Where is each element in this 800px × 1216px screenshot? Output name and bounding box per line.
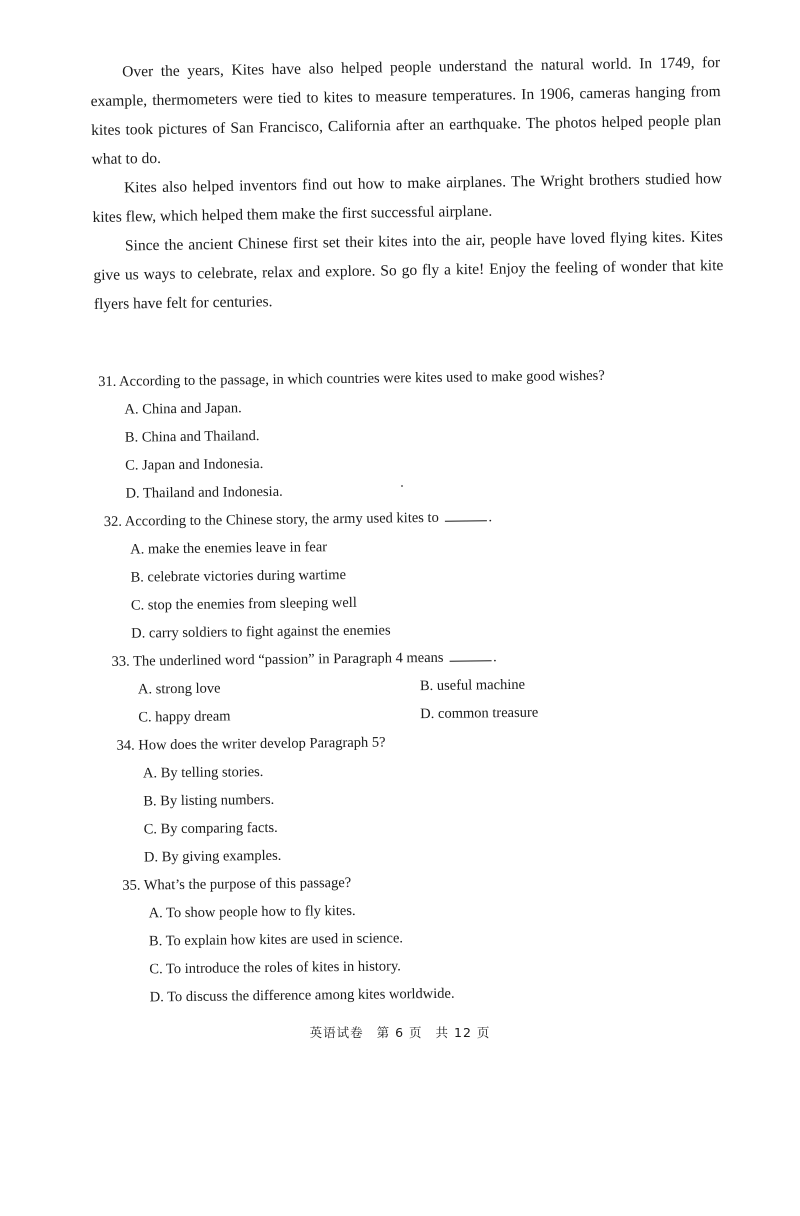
footer-page-number: 第 6 页 xyxy=(376,1025,423,1040)
option-a: A. China and Japan. xyxy=(124,400,242,418)
question-stem-text: 33. The underlined word “passion” in Paragraph 4 means xyxy=(111,649,444,670)
option-b: B. China and Thailand. xyxy=(124,428,260,446)
question-stem-end: . xyxy=(493,649,497,666)
answer-blank xyxy=(449,646,491,662)
page-footer xyxy=(0,1023,800,1041)
question-stem-end: . xyxy=(488,509,493,526)
option-d: D. By giving examples. xyxy=(143,847,282,866)
question-34 xyxy=(102,724,744,872)
option-d: D. carry soldiers to fight against the enemies xyxy=(131,622,391,642)
option-a: A. By telling stories. xyxy=(142,764,264,782)
option-c: C. To introduce the roles of kites in history. xyxy=(149,958,401,978)
footer-total-pages: 共 12 页 xyxy=(435,1025,491,1040)
question-31 xyxy=(98,360,740,508)
passage-paragraph: Kites also helped inventors find out how to make airplanes. The Wright brothers studied how kites flew, which helped them make the first successful airplane. xyxy=(92,170,723,226)
option-a: A. strong love xyxy=(137,680,221,698)
question-stem: 31. According to the passage, in which countries were kites used to make good wishes? xyxy=(98,367,605,390)
option-b: B. By listing numbers. xyxy=(143,791,275,810)
question-list xyxy=(98,360,746,1012)
question-32 xyxy=(100,500,742,648)
answer-blank xyxy=(444,506,486,522)
question-stem-text: 32. According to the Chinese story, the army used kites to xyxy=(103,509,439,530)
option-c: C. happy dream xyxy=(138,708,231,726)
option-c: C. stop the enemies from sleeping well xyxy=(130,594,357,614)
passage-paragraph: Since the ancient Chinese first set their kites into the air, people have loved flying kites. Kites give us ways to celebrate, relax and explore. So go fly a kite! Enjoy the feeling of wonder that kite flyers have felt for centuries. xyxy=(93,228,724,313)
option-b: B. To explain how kites are used in science. xyxy=(148,930,404,950)
option-a: A. To show people how to fly kites. xyxy=(148,902,356,922)
option-b: B. useful machine xyxy=(419,676,526,695)
question-35 xyxy=(104,864,746,1012)
passage-paragraph: Over the years, Kites have also helped people understand the natural world. In 1749, for example, thermometers were tied to kites to measure temperatures. In 1906, cameras hanging from kites took pictures of San Francisco, California after an earthquake. The photos helped people plan what to do. xyxy=(90,54,722,168)
option-a: A. make the enemies leave in fear xyxy=(130,539,328,558)
question-stem: 35. What’s the purpose of this passage? xyxy=(122,874,352,894)
option-d: D. To discuss the difference among kites worldwide. xyxy=(149,985,455,1006)
question-33 xyxy=(101,640,742,732)
scan-speck xyxy=(401,485,403,487)
option-c: C. Japan and Indonesia. xyxy=(125,455,264,474)
option-c: C. By comparing facts. xyxy=(143,819,278,838)
option-d: D. common treasure xyxy=(420,704,539,723)
footer-subject: 英语试卷 xyxy=(309,1025,364,1040)
option-d: D. Thailand and Indonesia. xyxy=(125,483,283,502)
reading-passage xyxy=(90,48,724,319)
option-b: B. celebrate victories during wartime xyxy=(130,566,347,586)
question-stem: 34. How does the writer develop Paragraph 5? xyxy=(116,734,386,754)
